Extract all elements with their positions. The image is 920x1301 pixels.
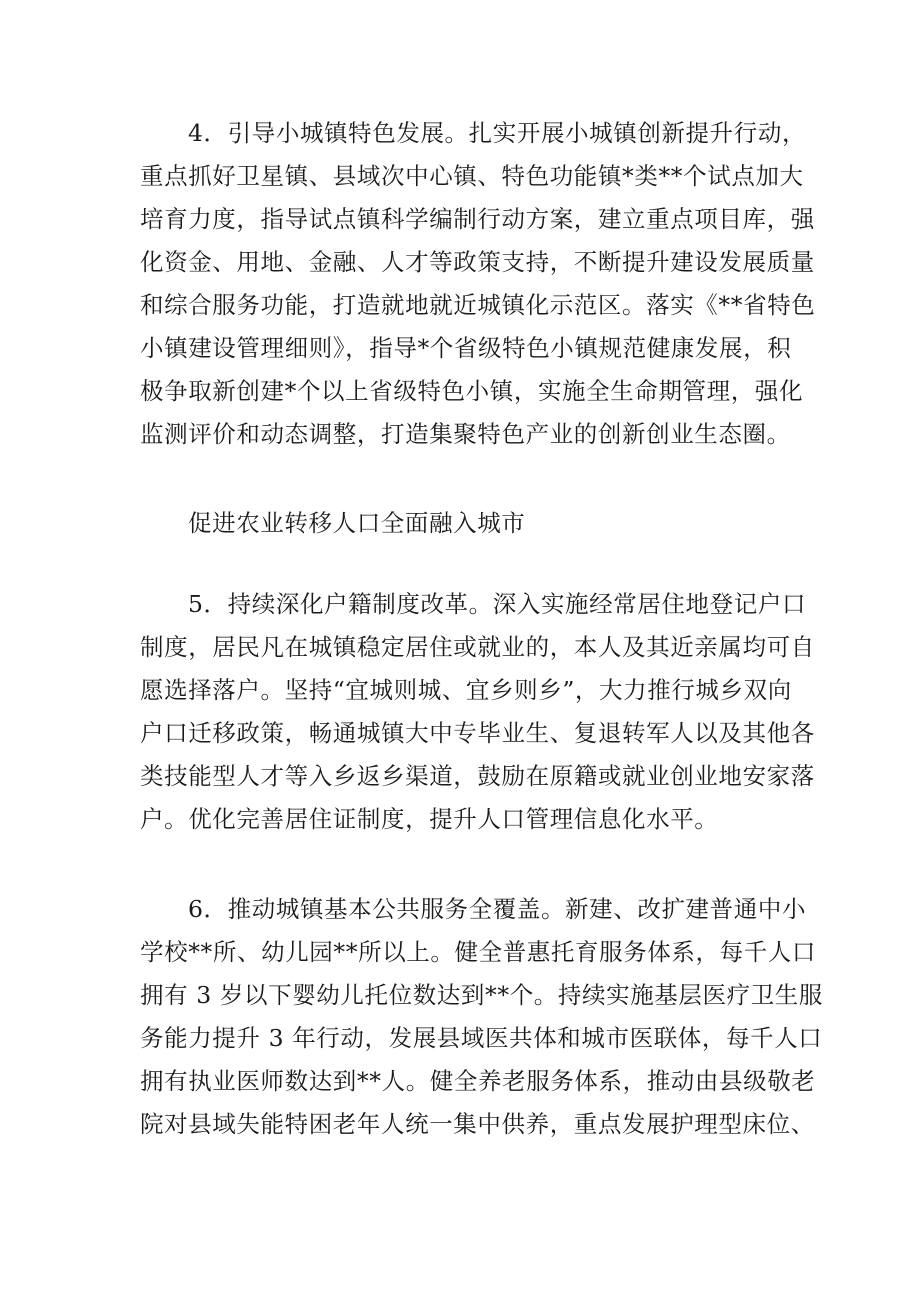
paragraph-6-line-3: 拥有 3 岁以下婴幼儿托位数达到**个。持续实施基层医疗卫生服 bbox=[140, 981, 823, 1009]
paragraph-6-line-4: 务能力提升 3 年行动，发展县域医共体和城市医联体，每千人口 bbox=[140, 1024, 823, 1052]
paragraph-4-line-3: 培育力度，指导试点镇科学编制行动方案，建立重点项目库，强 bbox=[140, 205, 815, 233]
paragraph-6-line-2: 学校**所、幼儿园**所以上。健全普惠托育服务体系，每千人口 bbox=[140, 938, 816, 966]
section-heading: 促进农业转移人口全面融入城市 bbox=[188, 509, 526, 537]
paragraph-5-line-6: 户。优化完善居住证制度，提升人口管理信息化水平。 bbox=[140, 805, 719, 833]
paragraph-4-line-6: 小镇建设管理细则》，指导*个省级特色小镇规范健康发展，积 bbox=[140, 334, 792, 362]
paragraph-4-line-5: 和综合服务功能，打造就地就近城镇化示范区。落实《**省特色 bbox=[140, 291, 816, 319]
paragraph-4-line-4: 化资金、用地、金融、人才等政策支持，不断提升建设发展质量 bbox=[140, 248, 815, 276]
paragraph-5-line-2: 制度，居民凡在城镇稳定居住或就业的，本人及其近亲属均可自 bbox=[140, 633, 815, 661]
paragraph-6-line-1: 6．推动城镇基本公共服务全覆盖。新建、改扩建普通中小 bbox=[188, 895, 807, 923]
paragraph-4-line-1: 4．引导小城镇特色发展。扎实开展小城镇创新提升行动， bbox=[188, 119, 807, 147]
paragraph-4-line-8: 监测评价和动态调整，打造集聚特色产业的创新创业生态圈。 bbox=[140, 420, 791, 448]
paragraph-5-line-1: 5．持续深化户籍制度改革。深入实施经常居住地登记户口 bbox=[188, 590, 807, 618]
paragraph-4-line-7: 极争取新创建*个以上省级特色小镇，实施全生命期管理，强化 bbox=[140, 377, 804, 405]
paragraph-5-line-3: 愿选择落户。坚持“宜城则城、宜乡则乡”，大力推行城乡双向 bbox=[140, 676, 792, 704]
paragraph-5-line-4: 户口迁移政策，畅通城镇大中专毕业生、复退转军人以及其他各 bbox=[140, 719, 815, 747]
paragraph-5-line-5: 类技能型人才等入乡返乡渠道，鼓励在原籍或就业创业地安家落 bbox=[140, 762, 815, 790]
paragraph-6-line-5: 拥有执业医师数达到**人。健全养老服务体系，推动由县级敬老 bbox=[140, 1067, 816, 1095]
paragraph-4-line-2: 重点抓好卫星镇、县域次中心镇、特色功能镇*类**个试点加大 bbox=[140, 162, 804, 190]
paragraph-6-line-6: 院对县域失能特困老年人统一集中供养，重点发展护理型床位、 bbox=[140, 1110, 815, 1138]
